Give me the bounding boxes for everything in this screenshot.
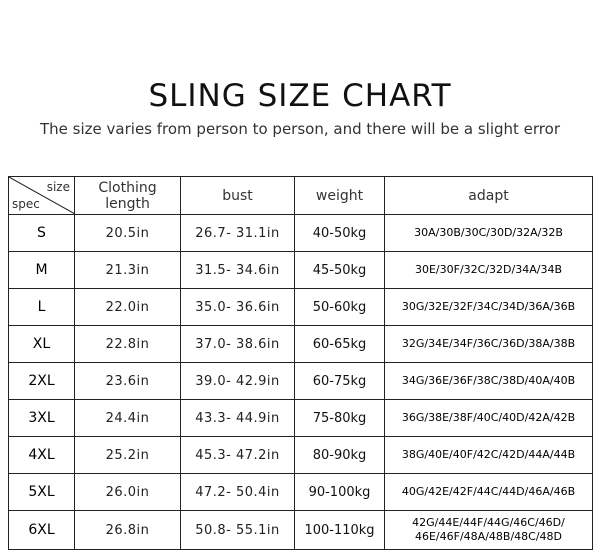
- corner-spec-label: spec: [12, 197, 40, 211]
- spec-cell: S: [9, 215, 75, 252]
- corner-header-cell: [9, 177, 75, 215]
- page-subtitle: The size varies from person to person, and there will be a slight error: [40, 120, 560, 138]
- weight-cell: 60-65kg: [295, 326, 385, 363]
- spec-cell: 5XL: [9, 474, 75, 511]
- length-cell: 23.6in: [75, 363, 181, 400]
- corner-size-label: size: [46, 180, 70, 194]
- adapt-cell: 32G/34E/34F/36C/36D/38A/38B: [385, 326, 593, 363]
- bust-cell: 43.3- 44.9in: [181, 400, 295, 437]
- spec-cell: M: [9, 252, 75, 289]
- weight-cell: 80-90kg: [295, 437, 385, 474]
- header-clothing-length: Clothing length: [75, 177, 181, 215]
- header-row: [9, 177, 593, 215]
- spec-cell: 3XL: [9, 400, 75, 437]
- weight-cell: 90-100kg: [295, 474, 385, 511]
- weight-cell: 75-80kg: [295, 400, 385, 437]
- length-cell: 24.4in: [75, 400, 181, 437]
- adapt-cell: 30E/30F/32C/32D/34A/34B: [385, 252, 593, 289]
- weight-cell: 50-60kg: [295, 289, 385, 326]
- length-cell: 26.8in: [75, 511, 181, 550]
- table-row: [9, 289, 593, 326]
- length-cell: 22.0in: [75, 289, 181, 326]
- table-row: [9, 326, 593, 363]
- weight-cell: 40-50kg: [295, 215, 385, 252]
- adapt-cell: 34G/36E/36F/38C/38D/40A/40B: [385, 363, 593, 400]
- table-row: [9, 215, 593, 252]
- bust-cell: 39.0- 42.9in: [181, 363, 295, 400]
- header-adapt: adapt: [385, 177, 593, 215]
- bust-cell: 45.3- 47.2in: [181, 437, 295, 474]
- length-cell: 25.2in: [75, 437, 181, 474]
- spec-cell: XL: [9, 326, 75, 363]
- adapt-cell: 42G/44E/44F/44G/46C/46D/ 46E/46F/48A/48B/48C/48D: [385, 511, 593, 550]
- length-cell: 21.3in: [75, 252, 181, 289]
- table-row: [9, 474, 593, 511]
- spec-cell: L: [9, 289, 75, 326]
- length-cell: 22.8in: [75, 326, 181, 363]
- bust-cell: 37.0- 38.6in: [181, 326, 295, 363]
- adapt-cell: 38G/40E/40F/42C/42D/44A/44B: [385, 437, 593, 474]
- adapt-cell: 30A/30B/30C/30D/32A/32B: [385, 215, 593, 252]
- adapt-cell: 30G/32E/32F/34C/34D/36A/36B: [385, 289, 593, 326]
- bust-cell: 50.8- 55.1in: [181, 511, 295, 550]
- adapt-cell: 40G/42E/42F/44C/44D/46A/46B: [385, 474, 593, 511]
- table-row: [9, 437, 593, 474]
- weight-cell: 60-75kg: [295, 363, 385, 400]
- bust-cell: 31.5- 34.6in: [181, 252, 295, 289]
- adapt-cell: 36G/38E/38F/40C/40D/42A/42B: [385, 400, 593, 437]
- bust-cell: 35.0- 36.6in: [181, 289, 295, 326]
- header-bust: bust: [181, 177, 295, 215]
- weight-cell: 100-110kg: [295, 511, 385, 550]
- page-title: SLING SIZE CHART: [148, 78, 452, 114]
- table-row: [9, 363, 593, 400]
- spec-cell: 4XL: [9, 437, 75, 474]
- weight-cell: 45-50kg: [295, 252, 385, 289]
- bust-cell: 47.2- 50.4in: [181, 474, 295, 511]
- table-row: [9, 511, 593, 550]
- header-weight: weight: [295, 177, 385, 215]
- spec-cell: 2XL: [9, 363, 75, 400]
- spec-cell: 6XL: [9, 511, 75, 550]
- table-row: [9, 400, 593, 437]
- size-chart-table: [8, 176, 593, 550]
- bust-cell: 26.7- 31.1in: [181, 215, 295, 252]
- table-row: [9, 252, 593, 289]
- length-cell: 26.0in: [75, 474, 181, 511]
- length-cell: 20.5in: [75, 215, 181, 252]
